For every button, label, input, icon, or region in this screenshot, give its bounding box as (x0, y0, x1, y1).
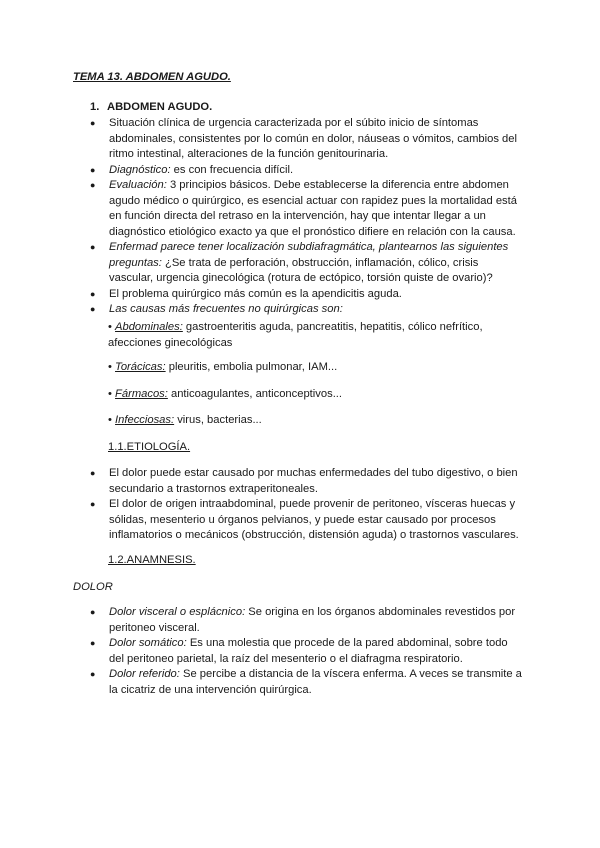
cause-item: • Abdominales: gastroenteritis aguda, pancreatitis, hepatitis, cólico nefrítico, afecciones ginecológicas (108, 321, 483, 349)
dolor-label: DOLOR (73, 581, 113, 593)
bullet-icon: ● (90, 242, 96, 252)
bullet-icon: ● (90, 180, 96, 190)
bullet-icon: ● (90, 164, 96, 175)
page-title: TEMA 13. ABDOMEN AGUDO. (73, 71, 231, 83)
cause-bullet-icon: • (108, 414, 112, 426)
bullet-icon: ● (90, 304, 96, 314)
cause-item: • Torácicas: pleuritis, embolia pulmonar, IAM... (108, 361, 338, 373)
list-item: ● Enfermad parece tener localización subdiafragmática, plantearnos las siguientes preguntas: ¿Se trata de perforación, obstrucción, inflamación, cólico, crisis vascular, urgencia ginecológica (rotura de ectópico, torsión quiste de ovario)? (90, 241, 509, 284)
list-item: ● Dolor referido: Se percibe a distancia de la víscera enferma. A veces se transmite a la cicatriz de una intervención quirúrgica. (90, 668, 522, 696)
bullet-icon: ● (90, 669, 96, 679)
bullet-icon: ● (90, 607, 96, 617)
list-item: ● Evaluación: 3 principios básicos. Debe establecerse la diferencia entre abdomen agudo médico o quirúrgico, es esencial actuar con rapidez pues la mortalidad está en función directa del retraso en la intervención, hay que intentar llegar a un diagnóstico etiológico exacto ya que el pronóstico difiere en relación con la causa. (90, 179, 517, 238)
dolor-bullet-list (90, 605, 522, 698)
list-item: ● Las causas más frecuentes no quirúrgicas son: (90, 302, 522, 318)
list-item: ● El dolor puede estar causado por muchas enfermedades del tubo digestivo, o bien secundario a trastornos extraperitoneales. (90, 467, 518, 495)
subsection-heading-etiologia: 1.1.ETIOLOGÍA. (108, 441, 191, 453)
list-item: ● Situación clínica de urgencia caracterizada por el súbito inicio de síntomas abdominales, consistentes por lo común en dolor, náuseas o vómitos, cambios del ritmo intestinal, alteraciones de la función genitourinaria. (90, 117, 517, 160)
bullet-icon: ● (90, 118, 96, 128)
list-item: ● Diagnóstico: es con frecuencia difícil. (90, 163, 522, 179)
cause-item: • Infecciosas: virus, bacterias... (108, 414, 262, 426)
section-number: 1. (90, 101, 100, 113)
section-bullet-list (90, 116, 522, 318)
bullet-icon: ● (90, 468, 96, 478)
list-item: ● Dolor visceral o esplácnico: Se origina en los órganos abdominales revestidos por peritoneo visceral. (90, 606, 516, 634)
cause-bullet-icon: • (108, 321, 112, 333)
cause-bullet-icon: • (108, 388, 112, 400)
cause-item: • Fármacos: anticoagulantes, anticonceptivos... (108, 388, 343, 400)
list-item: ● Dolor somático: Es una molestia que procede de la pared abdominal, sobre todo del peritoneo parietal, la raíz del mesenterio o el diafragma respiratorio. (90, 637, 508, 665)
subsection-heading-anamnesis: 1.2.ANAMNESIS. (108, 554, 196, 566)
list-item: ● El problema quirúrgico más común es la apendicitis aguda. (90, 287, 522, 303)
cause-bullet-icon: • (108, 361, 112, 373)
bullet-icon: ● (90, 638, 96, 648)
etiologia-bullet-list (90, 466, 522, 544)
section-heading-text: ABDOMEN AGUDO. (107, 101, 213, 113)
list-item: ● El dolor de origen intraabdominal, puede provenir de peritoneo, vísceras huecas y sólidas, mesenterio u órganos pelvianos, y puede estar causado por procesos inflamatorios o mecánicos (obstrucción, distensión aguda) o trastornos vasculares. (90, 498, 519, 541)
section-heading (90, 100, 212, 116)
bullet-icon: ● (90, 288, 96, 299)
bullet-icon: ● (90, 499, 96, 509)
